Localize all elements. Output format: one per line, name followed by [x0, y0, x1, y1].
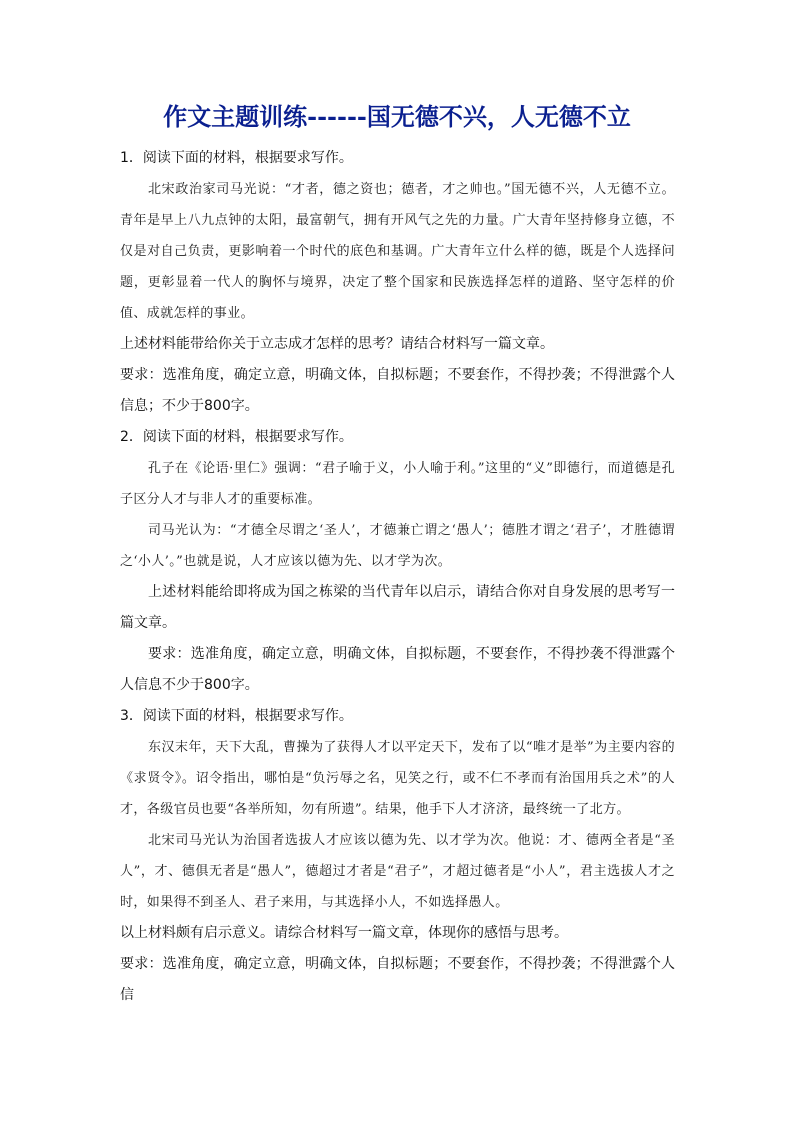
question-3-material-paragraph: 东汉末年，天下大乱，曹操为了获得人才以平定天下，发布了以“唯才是举”为主要内容的《求贤令》。诏令指出，哪怕是“负污辱之名，见笑之行，或不仁不孝而有治国用兵之术”的人才，各级官员也要“各举所知，勿有所遗”。结果，他手下人才济济，最终统一了北方。 [120, 740, 675, 817]
question-3-material-paragraph: 北宋司马光认为治国者选拔人才应该以德为先、以才学为次。他说：才、德两全者是“圣人”，才、德俱无者是“愚人”，德超过才者是“君子”，才超过德者是“小人”，君主选拔人才之时，如果得不到圣人、君子来用，与其选择小人，不如选择愚人。 [120, 833, 675, 910]
question-2-requirement: 要求：选准角度，确定立意，明确文体，自拟标题，不要套作，不得抄袭不得泄露个人信息不少于800字。 [120, 646, 675, 693]
question-1-requirement: 要求：选准角度，确定立意，明确文体，自拟标题；不要套作，不得抄袭；不得泄露个人信息；不少于800字。 [120, 367, 675, 414]
question-1-prompt: 1．阅读下面的材料，根据要求写作。 [120, 150, 353, 166]
question-2-task: 上述材料能给即将成为国之栋梁的当代青年以启示，请结合你对自身发展的思考写一篇文章。 [120, 584, 675, 631]
question-1-task: 上述材料能带给你关于立志成才怎样的思考？请结合材料写一篇文章。 [120, 336, 554, 352]
page-title: 作文主题训练------国无德不兴，人无德不立 [163, 102, 631, 131]
question-2-material-paragraph: 司马光认为：“才德全尽谓之‘圣人’，才德兼亡谓之‘愚人’；德胜才谓之‘君子’，才胜德谓之‘小人’。”也就是说，人才应该以德为先、以才学为次。 [120, 523, 675, 569]
question-3-task: 以上材料颇有启示意义。请综合材料写一篇文章，体现你的感悟与思考。 [120, 925, 568, 941]
question-1-material-paragraph: 北宋政治家司马光说：“才者，德之资也；德者，才之帅也。”国无德不兴，人无德不立。青年是早上八九点钟的太阳，最富朝气，拥有开风气之先的力量。广大青年坚持修身立德，不仅是对自己负责，更影响着一个时代的底色和基调。广大青年立什么样的德，既是个人选择问题，更彰显着一代人的胸怀与境界，决定了整个国家和民族选择怎样的道路、坚守怎样的价值、成就怎样的事业。 [120, 182, 675, 321]
question-2-prompt: 2．阅读下面的材料，根据要求写作。 [120, 429, 353, 445]
question-3-prompt: 3．阅读下面的材料，根据要求写作。 [120, 708, 353, 724]
question-2-material-paragraph: 孔子在《论语·里仁》强调：“君子喻于义，小人喻于利。”这里的“义”即德行，而道德是孔子区分人才与非人才的重要标准。 [120, 461, 675, 507]
question-3-requirement: 要求：选准角度，确定立意，明确文体，自拟标题；不要套作，不得抄袭；不得泄露个人信 [120, 956, 675, 1003]
document-body [120, 143, 675, 1011]
